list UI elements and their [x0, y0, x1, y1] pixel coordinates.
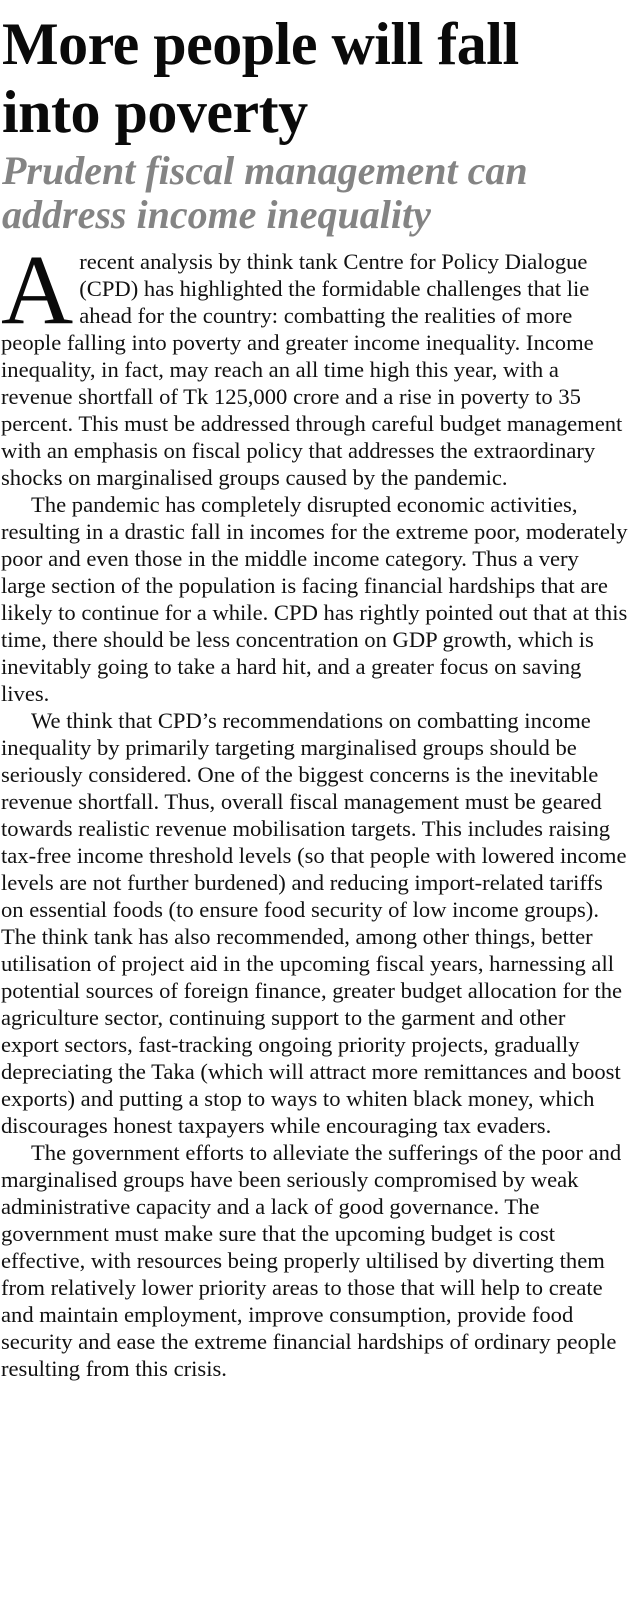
- paragraph-2: The pandemic has completely disrupted economic activities, resulting in a drastic fall in incomes for the extreme poor, moderately poor and even those in the middle income category. Thus a very large section of the population is facing financial hardships that are likely to continue for a while. CPD has rightly pointed out that at this time, there should be less concentration on GDP growth, which is inevitably going to take a hard hit, and a greater focus on saving lives.: [1, 492, 628, 706]
- paragraph-1-text: recent analysis by think tank Centre for Policy Dialogue (CPD) has highlighted the formidable challenges that lie ahead for the country: combatting the realities of more people falling into poverty and greater income inequality. Income inequality, in fact, may reach an all time high this year, with a revenue shortfall of Tk 125,000 crore and a rise in poverty to 35 percent. This must be addressed through careful budget management with an emphasis on fiscal policy that addresses the extraordinary shocks on marginalised groups caused by the pandemic.: [1, 249, 623, 490]
- subheadline: Prudent fiscal management can address income inequality: [2, 148, 528, 237]
- paragraph-4: The government efforts to alleviate the sufferings of the poor and marginalised groups have been seriously compromised by weak administrative capacity and a lack of good governance. The government must make sure that the upcoming budget is cost effective, with resources being properly ultilised by diverting them from relatively lower priority areas to those that will help to create and maintain employment, improve consumption, provide food security and ease the extreme financial hardships of ordinary people resulting from this crisis.: [1, 1140, 622, 1381]
- paragraph-1: [1, 234, 628, 491]
- drop-cap: A: [1, 234, 74, 345]
- article-body: [1, 234, 628, 1382]
- paragraph-3: We think that CPD’s recommendations on combatting income inequality by primarily targeting marginalised groups should be seriously considered. One of the biggest concerns is the inevitable revenue shortfall. Thus, overall fiscal management must be geared towards realistic revenue mobilisation targets. This includes raising tax-free income threshold levels (so that people with lowered income levels are not further burdened) and reducing import-related tariffs on essential foods (to ensure food security of low income groups). The think tank has also recommended, among other things, better utilisation of project aid in the upcoming fiscal years, harnessing all potential sources of foreign finance, greater budget allocation for the agriculture sector, continuing support to the garment and other export sectors, fast-tracking ongoing priority projects, gradually depreciating the Taka (which will attract more remittances and boost exports) and putting a stop to ways to whiten black money, which discourages honest taxpayers while encouraging tax evaders.: [1, 708, 627, 1138]
- headline: More people will fall into poverty: [2, 11, 519, 145]
